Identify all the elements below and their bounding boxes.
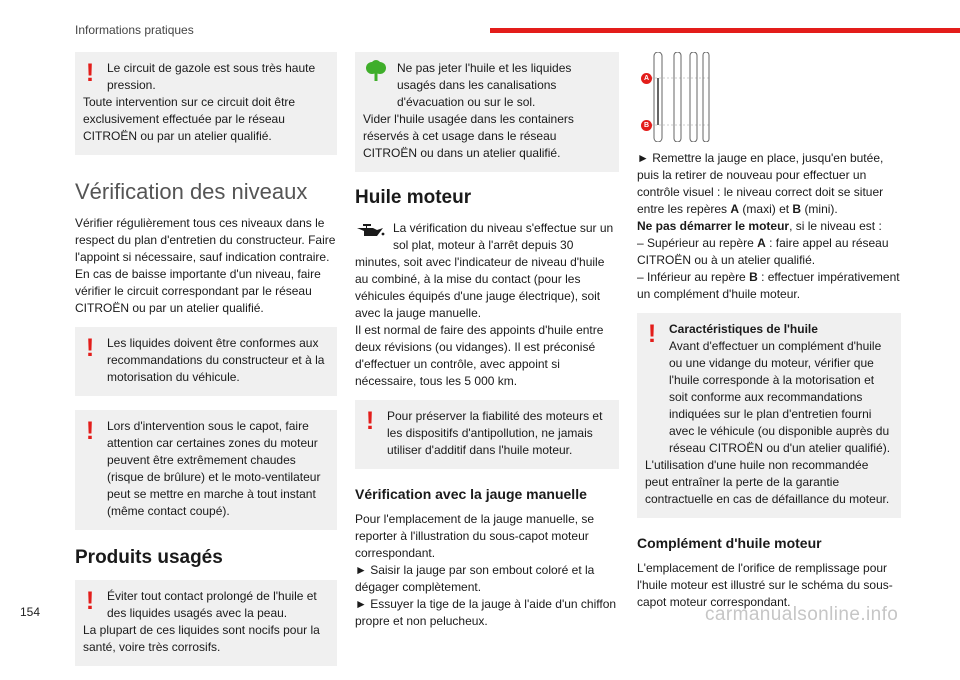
paragraph-text: La vérification du niveau s'effectue sur un sol plat, moteur à l'arrêt depuis 30 minutes, soit avec l'indicateur de niveau d'huile au combiné, à la mise du contact (pour les véhicules équipés d'une jauge électrique), soit avec la jauge manuelle.: [355, 221, 614, 320]
section-title-complement: Complément d'huile moteur: [637, 535, 822, 551]
exclamation-mark-icon: !: [85, 334, 95, 362]
paragraph: Vérifier régulièrement tous ces niveaux dans le respect du plan d'entretien du constructeur. Faire l'appoint si nécessaire, sauf indication contraire.: [75, 216, 336, 264]
paragraph: En cas de baisse importante d'un niveau, faire vérifier le circuit correspondant par le réseau CITROËN ou par un atelier qualifié.: [75, 267, 321, 315]
eco-text: Ne pas jeter l'huile et les liquides usagés dans les canalisations d'évacuation ou sur le sol.: [397, 61, 572, 109]
text: (mini).: [804, 202, 838, 216]
section-header: Informations pratiques: [75, 23, 194, 37]
text: – Inférieur au repère: [637, 270, 746, 284]
text: : effectuer impérativement un complément d'huile moteur.: [637, 270, 900, 301]
paragraph: [355, 220, 619, 322]
eco-text: Vider l'huile usagée dans les containers réservés à cet usage dans le réseau CITROËN ou dans un atelier qualifié.: [363, 112, 574, 160]
paragraph-no-start: [637, 218, 901, 235]
list-item-superieur: [637, 235, 901, 269]
warning-box-gazole: [75, 52, 337, 155]
warning-text: Pour préserver la fiabilité des moteurs et les dispositifs d'antipollution, ne jamais utiliser d'additif dans l'huile moteur.: [387, 409, 603, 457]
section-title-verification: Vérification des niveaux: [75, 179, 308, 204]
watermark: carmanualsonline.info: [705, 604, 899, 625]
text: : faire appel au réseau CITROËN ou à un atelier qualifié.: [637, 236, 889, 267]
list-item-inferieur: [637, 269, 901, 303]
warning-text: Lors d'intervention sous le capot, faire attention car certaines zones du moteur peuvent être extrêmement chaudes (risque de brûlure) et le moto-ventilateur peut se mettre en marche à tout instant (même contact coupé).: [107, 419, 321, 518]
marker-label-a: A: [757, 236, 766, 250]
marker-b: B: [641, 120, 652, 131]
warning-box-caracteristiques: [637, 313, 901, 518]
exclamation-mark-icon: !: [647, 320, 657, 348]
step: ► Essuyer la tige de la jauge à l'aide d'un chiffon propre et non pelucheux.: [355, 597, 617, 628]
warning-box-liquides: [75, 327, 337, 396]
warning-title: Caractéristiques de l'huile: [669, 322, 818, 336]
exclamation-mark-icon: !: [85, 417, 95, 445]
marker-label-a: A: [730, 202, 740, 216]
step: ► Saisir la jauge par son embout coloré et la dégager complètement.: [355, 563, 595, 594]
page-number: 154: [20, 605, 41, 619]
marker-label-b: B: [749, 270, 758, 284]
header-accent-bar: [490, 28, 960, 33]
bold-text: Ne pas démarrer le moteur: [637, 219, 790, 233]
section-title-huile: Huile moteur: [355, 187, 472, 208]
paragraph: Pour l'emplacement de la jauge manuelle, se reporter à l'illustration du sous-capot moteur correspondant.: [355, 512, 595, 560]
warning-text: La plupart de ces liquides sont nocifs pour la santé, voire très corrosifs.: [83, 623, 320, 654]
exclamation-mark-icon: !: [85, 59, 95, 87]
column-middle: [355, 52, 619, 640]
warning-box-antipollution: [355, 400, 619, 469]
exclamation-mark-icon: !: [365, 407, 375, 435]
warning-box-capot: [75, 410, 337, 530]
text: – Supérieur au repère: [637, 236, 754, 250]
oil-can-icon: [355, 222, 385, 238]
marker-label-b: B: [792, 202, 802, 216]
exclamation-mark-icon: !: [85, 587, 95, 615]
warning-text-body: Avant d'effectuer un complément d'huile ou une vidange du moteur, vérifier que l'huile corresponde à la motorisation et soit conforme aux recommandations indiquées sur le plan d'entretien fourni avec le véhicule (ou disponible auprès du réseau CITROËN ou d'un atelier qualifié).: [669, 339, 891, 455]
warning-text: Les liquides doivent être conformes aux recommandations du constructeur et à la motorisation du véhicule.: [107, 336, 325, 384]
section-title-jauge: Vérification avec la jauge manuelle: [355, 486, 587, 502]
column-right: [637, 52, 901, 621]
paragraph: Il est normal de faire des appoints d'huile entre deux révisions (ou vidanges). Il est préconisé d'effectuer un contrôle, avec appoint si nécessaire, tous les 5 000 km.: [355, 323, 604, 388]
paragraph: L'emplacement de l'orifice de remplissage pour l'huile moteur est illustré sur le schéma du sous-capot moteur correspondant.: [637, 561, 893, 609]
eco-box: [355, 52, 619, 172]
column-left: [75, 52, 337, 680]
warning-text: Le circuit de gazole est sous très haute pression.: [107, 61, 316, 92]
section-title-produits: Produits usagés: [75, 547, 223, 568]
warning-text: L'utilisation d'une huile non recommandée peut entraîner la perte de la garantie contractuelle en cas de défaillance du moteur.: [645, 458, 890, 506]
marker-a: A: [641, 73, 652, 84]
warning-text: Toute intervention sur ce circuit doit être exclusivement effectuée par le réseau CITROËN ou par un atelier qualifié.: [83, 95, 296, 143]
tree-icon: [365, 60, 387, 82]
warning-box-produits: [75, 580, 337, 666]
dipstick-illustration: [637, 52, 727, 142]
warning-text: [645, 338, 893, 457]
step-text: ► Remettre la jauge en place, jusqu'en butée, puis la retirer de nouveau pour effectuer un contrôle visuel : le niveau correct doit se situer entre les repères: [637, 151, 884, 216]
warning-text: Éviter tout contact prolongé de l'huile et des liquides usagés avec la peau.: [107, 589, 317, 620]
text: , si le niveau est :: [789, 219, 882, 233]
text: (maxi) et: [742, 202, 790, 216]
paragraph-remettre: [637, 150, 901, 218]
